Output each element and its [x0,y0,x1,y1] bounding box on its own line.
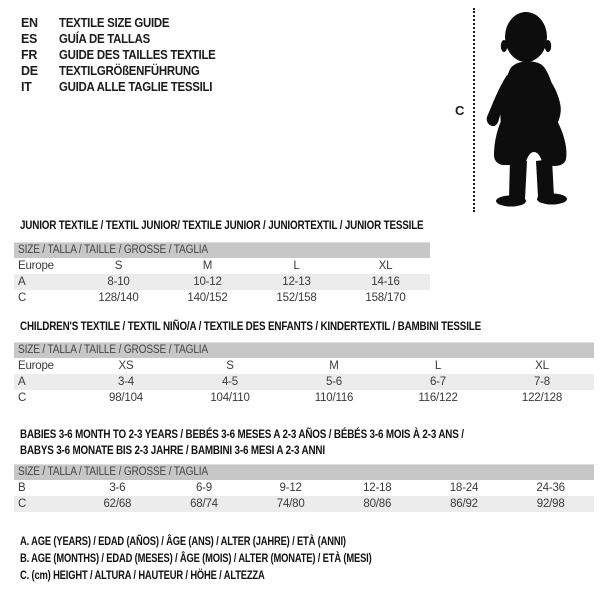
language-code: ES [21,32,38,46]
row-label: Europe [18,260,54,272]
language-code: FR [21,48,38,62]
language-row [21,15,237,31]
size-table-row [14,480,594,496]
size-value-cell: 68/74 [190,498,218,510]
size-value-cell: 24-36 [536,482,565,494]
size-value-cell: 116/122 [418,392,458,404]
row-label: Europe [18,360,54,372]
size-value-cell: 7-8 [533,376,551,388]
legend-notes [20,533,471,584]
height-measure-label: C [455,103,465,118]
size-value-cell: XS [118,360,134,372]
size-value-cell: 5-6 [325,376,343,388]
size-value-cell: 10-12 [193,276,222,288]
size-value-cell: 92/98 [536,498,565,510]
size-value-cell: S [114,260,123,272]
language-code: IT [21,80,32,94]
row-label: C [18,292,27,304]
size-header-bar [14,342,594,358]
size-table-row [14,390,594,406]
language-row [21,31,237,47]
section-title-babies [20,426,561,458]
section-title-line: CHILDREN'S TEXTILE / TEXTIL NIÑO/A / TEXTILE DES ENFANTS / KINDERTEXTIL / BAMBINI TESSILE [20,319,482,333]
size-value-cell: 98/104 [109,392,143,404]
size-value-cell: M [329,360,339,372]
size-value-cell: 12-18 [363,482,392,494]
children-size-table [14,342,594,406]
legend-note-height: C. (cm) HEIGHT / ALTURA / HAUTEUR / HÖHE / ALTEZZA [20,568,265,582]
size-header-bar [14,464,594,480]
size-value-cell: 158/170 [365,292,406,304]
legend-note-age-years: A. AGE (YEARS) / EDAD (AÑOS) / ÂGE (ANS) / ALTER (JAHRE) / ETÀ (ANNI) [20,534,346,548]
language-label: TEXTILGRÖßENFÜHRUNG [59,63,200,78]
size-value-cell: 6-9 [195,482,212,494]
row-label: C [18,498,27,510]
language-label: GUÍA DE TALLAS [59,31,150,46]
language-code: EN [21,16,38,30]
size-value-cell: 12-13 [282,276,311,288]
section-title-line: JUNIOR TEXTILE / TEXTIL JUNIOR/ TEXTILE JUNIOR / JUNIORTEXTIL / JUNIOR TESSILE [20,218,424,232]
section-title-children [20,318,582,334]
size-value-cell: 9-12 [279,482,302,494]
size-value-cell: 152/158 [276,292,317,304]
size-value-cell: S [226,360,234,372]
baby-silhouette-icon [486,9,586,211]
language-list [21,15,237,95]
row-label: A [18,376,26,388]
size-header-label: SIZE / TALLA / TAILLE / GRÖSSE / TAGLIA [18,344,208,356]
size-value-cell: 14-16 [371,276,400,288]
language-code: DE [21,64,38,78]
size-value-cell: 122/128 [521,392,563,404]
size-value-cell: 80/86 [363,498,392,510]
row-label: B [18,482,26,494]
size-value-cell: M [202,260,213,272]
language-row [21,47,237,63]
height-measure-line [473,8,475,212]
row-label: A [18,276,26,288]
size-value-cell: XL [535,360,549,372]
size-table-row [14,290,430,306]
size-value-cell: XL [378,260,393,272]
size-value-cell: 18-24 [449,482,479,494]
size-value-cell: L [434,360,442,372]
size-value-cell: 128/140 [98,292,139,304]
size-value-cell: 110/116 [314,392,354,404]
legend-note-age-months: B. AGE (MONTHS) / EDAD (MESES) / ÂGE (MOIS) / ALTER (MONATE) / ETÀ (MESI) [20,551,372,565]
language-label: GUIDA ALLE TAGLIE TESSILI [59,79,213,94]
size-table-row [14,374,594,390]
size-table-row [14,496,594,512]
size-value-cell: 4-5 [221,376,239,388]
size-table-row [14,274,430,290]
size-value-cell: 140/152 [187,292,228,304]
size-header-label: SIZE / TALLA / TAILLE / GRÖSSE / TAGLIA [18,466,208,478]
size-value-cell: L [293,260,300,272]
size-table-row [14,258,430,274]
size-header-bar [14,242,430,258]
size-value-cell: 3-6 [109,482,126,494]
language-row [21,63,237,79]
language-label: GUIDE DES TAILLES TEXTILE [59,47,216,62]
junior-size-table [14,242,430,306]
section-title-junior [20,217,512,233]
size-table-row [14,358,594,374]
language-label: TEXTILE SIZE GUIDE [59,15,170,30]
section-title-line: BABYS 3-6 MONATE BIS 2-3 JAHRE / BAMBINI 3-6 MESI A 2-3 ANNI [20,443,325,457]
size-value-cell: 86/92 [450,498,478,510]
size-value-cell: 74/80 [276,498,305,510]
babies-size-table [14,464,594,512]
row-label: C [18,392,27,404]
size-header-label: SIZE / TALLA / TAILLE / GRÖSSE / TAGLIA [18,244,208,256]
size-value-cell: 62/68 [103,498,132,510]
size-value-cell: 3-4 [117,376,135,388]
language-row [21,79,237,95]
section-title-line: BABIES 3-6 MONTH TO 2-3 YEARS / BEBÉS 3-6 MESES A 2-3 AÑOS / BÉBÉS 3-6 MOIS À 2-3 ANS / [20,427,464,441]
size-value-cell: 104/110 [210,392,250,404]
size-value-cell: 8-10 [107,276,130,288]
size-value-cell: 6-7 [429,376,447,388]
